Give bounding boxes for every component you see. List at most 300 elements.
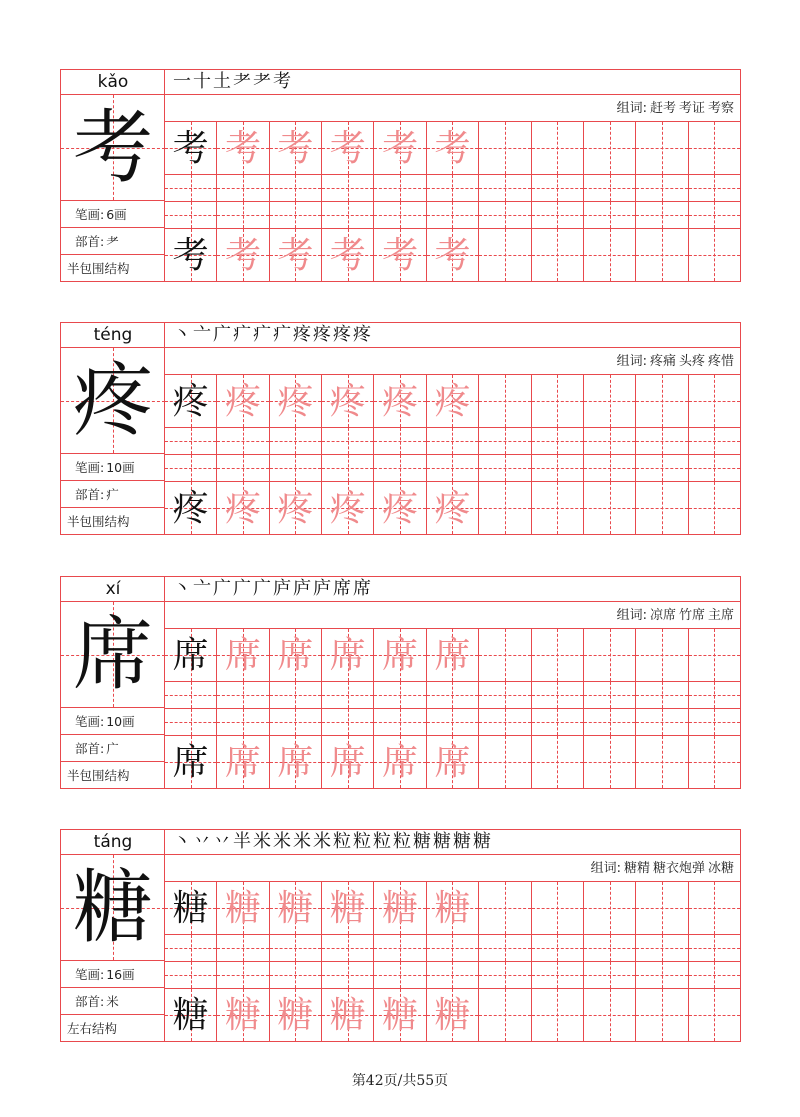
radical-label: 部首: (75, 487, 105, 502)
practice-cell[interactable] (270, 629, 322, 681)
grid-row (165, 736, 741, 789)
grid-row (165, 428, 741, 455)
trace-character: 疼 (329, 381, 366, 422)
practice-cell[interactable] (479, 428, 531, 454)
practice-cell[interactable] (427, 989, 479, 1041)
grid-row (165, 629, 741, 682)
model-character: 席 (172, 635, 209, 676)
practice-cell[interactable] (322, 736, 374, 788)
practice-cell[interactable] (532, 882, 584, 934)
practice-cell[interactable] (584, 175, 636, 201)
practice-cell[interactable] (636, 682, 688, 708)
stroke-order: 丶丷丷半米米米米粒粒粒粒糖糖糖糖 (165, 830, 740, 855)
practice-panel (165, 70, 740, 281)
practice-cell[interactable] (689, 682, 741, 708)
grid-row (165, 709, 741, 736)
practice-cell[interactable] (479, 229, 531, 281)
practice-cell[interactable] (270, 122, 322, 174)
trace-character: 疼 (277, 488, 314, 529)
practice-cell[interactable] (217, 202, 269, 228)
structure: 半包围结构 (67, 261, 130, 276)
trace-character: 席 (277, 742, 314, 783)
model-character: 疼 (172, 381, 209, 422)
practice-cell[interactable] (217, 175, 269, 201)
trace-character: 疼 (434, 488, 471, 529)
practice-cell[interactable] (374, 482, 426, 534)
practice-cell[interactable] (584, 375, 636, 427)
radical (61, 988, 165, 1015)
practice-cell[interactable] (322, 962, 374, 988)
practice-cell[interactable] (584, 482, 636, 534)
pinyin: xí (61, 577, 165, 602)
practice-cell[interactable] (217, 629, 269, 681)
practice-cell[interactable] (584, 428, 636, 454)
practice-cell[interactable] (374, 375, 426, 427)
practice-cell[interactable] (374, 122, 426, 174)
words-label: 组词: (616, 354, 647, 369)
practice-cell[interactable] (427, 736, 479, 788)
practice-cell[interactable] (532, 229, 584, 281)
practice-cell[interactable] (374, 202, 426, 228)
practice-cell[interactable] (217, 736, 269, 788)
grid-row (165, 935, 741, 962)
word-example: 主席 (707, 608, 734, 623)
word-example: 冰糖 (707, 861, 734, 876)
model-character: 考 (172, 235, 209, 276)
practice-cell[interactable] (217, 229, 269, 281)
grid-row (165, 882, 741, 935)
trace-character: 疼 (382, 488, 419, 529)
grid-row (165, 682, 741, 709)
practice-cell[interactable] (689, 482, 741, 534)
practice-cell[interactable] (532, 935, 584, 961)
radical (61, 228, 165, 255)
trace-character: 疼 (277, 381, 314, 422)
radical-label: 部首: (75, 741, 105, 756)
practice-cell[interactable] (636, 709, 688, 735)
practice-cell[interactable] (322, 629, 374, 681)
practice-cell[interactable] (427, 122, 479, 174)
character-block (60, 576, 741, 789)
practice-cell[interactable] (270, 935, 322, 961)
trace-character: 席 (225, 742, 262, 783)
practice-cell[interactable] (584, 202, 636, 228)
practice-cell[interactable] (270, 375, 322, 427)
practice-cell[interactable] (374, 935, 426, 961)
practice-cell[interactable] (217, 935, 269, 961)
practice-cell[interactable] (270, 882, 322, 934)
character-info-panel (61, 70, 165, 281)
word-example: 凉席 (649, 608, 676, 623)
big-character: 糖 (73, 861, 153, 954)
stroke-order: 一十土耂耂考 (165, 70, 740, 95)
stroke-count-label: 笔画: (75, 714, 105, 729)
practice-cell[interactable] (165, 229, 217, 281)
radical (61, 735, 165, 762)
practice-cell[interactable] (270, 736, 322, 788)
practice-cell[interactable] (479, 882, 531, 934)
structure: 左右结构 (67, 1021, 118, 1036)
practice-cell[interactable] (427, 229, 479, 281)
trace-character: 考 (277, 128, 314, 169)
practice-cell[interactable] (427, 482, 479, 534)
practice-cell[interactable] (165, 709, 217, 735)
character-block (60, 322, 741, 535)
grid-row (165, 962, 741, 989)
trace-character: 考 (329, 235, 366, 276)
practice-cell[interactable] (427, 709, 479, 735)
practice-cell[interactable] (479, 375, 531, 427)
trace-character: 糖 (225, 888, 262, 929)
words-label: 组词: (616, 101, 647, 116)
practice-cell[interactable] (584, 709, 636, 735)
trace-character: 疼 (329, 488, 366, 529)
pinyin: téng (61, 323, 165, 348)
practice-cell[interactable] (374, 428, 426, 454)
word-example: 糖精 (623, 861, 650, 876)
character-info-panel (61, 577, 165, 788)
practice-cell[interactable] (532, 122, 584, 174)
practice-cell[interactable] (479, 482, 531, 534)
practice-cell[interactable] (532, 736, 584, 788)
practice-cell[interactable] (217, 709, 269, 735)
practice-cell[interactable] (689, 989, 741, 1041)
words-label: 组词: (590, 861, 621, 876)
practice-cell[interactable] (322, 682, 374, 708)
practice-cell[interactable] (322, 428, 374, 454)
trace-character: 糖 (225, 995, 262, 1036)
stroke-count-value: 10画 (106, 460, 135, 475)
practice-cell[interactable] (427, 629, 479, 681)
character-block (60, 829, 741, 1042)
practice-cell[interactable] (636, 935, 688, 961)
practice-cell[interactable] (427, 175, 479, 201)
practice-cell[interactable] (584, 989, 636, 1041)
page-number: 第42页/共55页 (351, 1073, 449, 1089)
writing-grid (165, 375, 741, 536)
practice-cell[interactable] (427, 202, 479, 228)
practice-cell[interactable] (636, 629, 688, 681)
practice-cell[interactable] (270, 428, 322, 454)
stroke-count (61, 708, 165, 735)
practice-cell[interactable] (165, 455, 217, 481)
practice-cell[interactable] (322, 989, 374, 1041)
practice-cell[interactable] (322, 175, 374, 201)
practice-cell[interactable] (374, 682, 426, 708)
word-example: 疼惜 (707, 354, 734, 369)
word-example: 竹席 (678, 608, 705, 623)
practice-cell[interactable] (374, 455, 426, 481)
stroke-count-label: 笔画: (75, 460, 105, 475)
practice-cell[interactable] (322, 482, 374, 534)
practice-cell[interactable] (217, 682, 269, 708)
practice-cell[interactable] (689, 455, 741, 481)
practice-cell[interactable] (636, 229, 688, 281)
word-example: 疼痛 (649, 354, 676, 369)
practice-panel (165, 323, 740, 534)
trace-character: 席 (382, 635, 419, 676)
practice-cell[interactable] (584, 682, 636, 708)
radical-value: 广 (106, 741, 119, 756)
stroke-order: 丶亠广疒疒疒疼疼疼疼 (165, 323, 740, 348)
words-label: 组词: (616, 608, 647, 623)
practice-cell[interactable] (479, 709, 531, 735)
practice-cell[interactable] (322, 709, 374, 735)
big-character: 席 (73, 608, 153, 701)
practice-cell[interactable] (479, 202, 531, 228)
practice-cell[interactable] (374, 989, 426, 1041)
writing-grid (165, 629, 741, 790)
practice-cell[interactable] (689, 428, 741, 454)
practice-cell[interactable] (636, 882, 688, 934)
practice-cell[interactable] (479, 455, 531, 481)
practice-cell[interactable] (427, 935, 479, 961)
trace-character: 席 (382, 742, 419, 783)
practice-cell[interactable] (584, 455, 636, 481)
practice-cell[interactable] (322, 882, 374, 934)
practice-cell[interactable] (636, 736, 688, 788)
practice-cell[interactable] (217, 482, 269, 534)
model-character: 疼 (172, 488, 209, 529)
stroke-count (61, 201, 165, 228)
practice-cell[interactable] (322, 375, 374, 427)
word-examples (165, 348, 740, 375)
trace-character: 考 (434, 235, 471, 276)
trace-character: 席 (277, 635, 314, 676)
grid-row (165, 229, 741, 282)
trace-character: 考 (277, 235, 314, 276)
practice-cell[interactable] (479, 935, 531, 961)
trace-character: 疼 (225, 381, 262, 422)
practice-cell[interactable] (532, 682, 584, 708)
practice-cell[interactable] (427, 882, 479, 934)
practice-cell[interactable] (584, 962, 636, 988)
practice-cell[interactable] (427, 682, 479, 708)
practice-cell[interactable] (165, 428, 217, 454)
practice-cell[interactable] (374, 736, 426, 788)
practice-cell[interactable] (374, 709, 426, 735)
practice-cell[interactable] (427, 455, 479, 481)
practice-cell[interactable] (636, 962, 688, 988)
practice-cell[interactable] (217, 375, 269, 427)
practice-cell[interactable] (165, 736, 217, 788)
word-example: 头疼 (678, 354, 705, 369)
model-character: 席 (172, 742, 209, 783)
practice-cell[interactable] (689, 736, 741, 788)
practice-cell[interactable] (636, 122, 688, 174)
practice-cell[interactable] (636, 202, 688, 228)
practice-cell[interactable] (427, 962, 479, 988)
radical-value: 米 (106, 994, 119, 1009)
practice-cell[interactable] (322, 122, 374, 174)
writing-grid (165, 122, 741, 283)
trace-character: 糖 (277, 888, 314, 929)
practice-cell[interactable] (217, 962, 269, 988)
pinyin: kǎo (61, 70, 165, 95)
model-character: 糖 (172, 995, 209, 1036)
practice-cell[interactable] (689, 962, 741, 988)
big-character: 考 (73, 101, 153, 194)
word-example: 糖衣炮弹 (652, 861, 705, 876)
practice-cell[interactable] (636, 482, 688, 534)
practice-cell[interactable] (689, 935, 741, 961)
practice-cell[interactable] (689, 229, 741, 281)
practice-cell[interactable] (689, 202, 741, 228)
practice-cell[interactable] (532, 428, 584, 454)
pinyin: táng (61, 830, 165, 855)
structure: 半包围结构 (67, 768, 130, 783)
practice-cell[interactable] (532, 629, 584, 681)
practice-cell[interactable] (322, 455, 374, 481)
grid-row (165, 989, 741, 1042)
practice-cell[interactable] (270, 229, 322, 281)
practice-cell[interactable] (479, 175, 531, 201)
practice-cell[interactable] (165, 122, 217, 174)
practice-cell[interactable] (532, 202, 584, 228)
trace-character: 糖 (382, 995, 419, 1036)
practice-cell[interactable] (270, 482, 322, 534)
practice-cell[interactable] (532, 709, 584, 735)
practice-cell[interactable] (165, 202, 217, 228)
model-character: 考 (172, 128, 209, 169)
practice-cell[interactable] (165, 962, 217, 988)
practice-cell[interactable] (270, 202, 322, 228)
practice-cell[interactable] (479, 682, 531, 708)
practice-cell[interactable] (636, 428, 688, 454)
practice-cell[interactable] (165, 682, 217, 708)
trace-character: 疼 (382, 381, 419, 422)
grid-row (165, 175, 741, 202)
model-character: 糖 (172, 888, 209, 929)
practice-cell[interactable] (165, 629, 217, 681)
radical-label: 部首: (75, 234, 105, 249)
practice-cell[interactable] (165, 375, 217, 427)
trace-character: 疼 (434, 381, 471, 422)
practice-cell[interactable] (270, 682, 322, 708)
practice-cell[interactable] (689, 122, 741, 174)
practice-cell[interactable] (636, 375, 688, 427)
trace-character: 考 (329, 128, 366, 169)
practice-cell[interactable] (217, 989, 269, 1041)
trace-character: 糖 (382, 888, 419, 929)
practice-cell[interactable] (374, 882, 426, 934)
practice-cell[interactable] (374, 175, 426, 201)
practice-cell[interactable] (217, 122, 269, 174)
trace-character: 席 (329, 742, 366, 783)
trace-character: 考 (434, 128, 471, 169)
trace-character: 考 (225, 128, 262, 169)
practice-cell[interactable] (584, 882, 636, 934)
practice-cell[interactable] (270, 455, 322, 481)
radical-value: 耂 (106, 234, 119, 249)
practice-cell[interactable] (479, 962, 531, 988)
stroke-count-label: 笔画: (75, 967, 105, 982)
practice-cell[interactable] (584, 736, 636, 788)
practice-cell[interactable] (374, 962, 426, 988)
stroke-count-value: 6画 (106, 207, 127, 222)
practice-cell[interactable] (636, 989, 688, 1041)
practice-cell[interactable] (479, 122, 531, 174)
practice-cell[interactable] (165, 935, 217, 961)
practice-panel (165, 577, 740, 788)
practice-cell[interactable] (689, 709, 741, 735)
big-character: 疼 (73, 354, 153, 447)
trace-character: 考 (225, 235, 262, 276)
trace-character: 糖 (434, 888, 471, 929)
practice-cell[interactable] (270, 709, 322, 735)
practice-cell[interactable] (689, 375, 741, 427)
practice-cell[interactable] (270, 989, 322, 1041)
practice-cell[interactable] (270, 175, 322, 201)
trace-character: 席 (434, 742, 471, 783)
writing-grid (165, 882, 741, 1043)
practice-cell[interactable] (532, 175, 584, 201)
practice-cell[interactable] (584, 935, 636, 961)
practice-cell[interactable] (479, 629, 531, 681)
practice-cell[interactable] (479, 989, 531, 1041)
grid-row (165, 455, 741, 482)
word-example: 考察 (707, 101, 734, 116)
practice-cell[interactable] (165, 175, 217, 201)
trace-character: 疼 (225, 488, 262, 529)
practice-cell[interactable] (374, 629, 426, 681)
practice-cell[interactable] (636, 455, 688, 481)
big-character-cell (61, 602, 165, 708)
practice-cell[interactable] (427, 375, 479, 427)
practice-cell[interactable] (584, 229, 636, 281)
practice-cell[interactable] (636, 175, 688, 201)
radical (61, 481, 165, 508)
practice-cell[interactable] (532, 375, 584, 427)
practice-cell[interactable] (584, 629, 636, 681)
practice-cell[interactable] (322, 229, 374, 281)
structure: 半包围结构 (67, 514, 130, 529)
practice-cell[interactable] (584, 122, 636, 174)
trace-character: 糖 (329, 888, 366, 929)
practice-cell[interactable] (165, 482, 217, 534)
practice-cell[interactable] (165, 882, 217, 934)
practice-cell[interactable] (165, 989, 217, 1041)
practice-cell[interactable] (217, 455, 269, 481)
trace-character: 糖 (434, 995, 471, 1036)
grid-row (165, 122, 741, 175)
stroke-count (61, 961, 165, 988)
stroke-count-label: 笔画: (75, 207, 105, 222)
trace-character: 席 (329, 635, 366, 676)
practice-cell[interactable] (689, 629, 741, 681)
practice-cell[interactable] (322, 202, 374, 228)
practice-cell[interactable] (322, 935, 374, 961)
grid-row (165, 482, 741, 535)
grid-row (165, 202, 741, 229)
practice-cell[interactable] (532, 962, 584, 988)
trace-character: 糖 (329, 995, 366, 1036)
practice-cell[interactable] (217, 428, 269, 454)
practice-cell[interactable] (427, 428, 479, 454)
practice-cell[interactable] (532, 482, 584, 534)
practice-cell[interactable] (217, 882, 269, 934)
practice-cell[interactable] (532, 989, 584, 1041)
character-info-panel (61, 323, 165, 534)
practice-cell[interactable] (532, 455, 584, 481)
character-block (60, 69, 741, 282)
practice-cell[interactable] (270, 962, 322, 988)
word-example: 赶考 (649, 101, 676, 116)
practice-cell[interactable] (689, 175, 741, 201)
practice-cell[interactable] (374, 229, 426, 281)
practice-cell[interactable] (479, 736, 531, 788)
practice-cell[interactable] (689, 882, 741, 934)
